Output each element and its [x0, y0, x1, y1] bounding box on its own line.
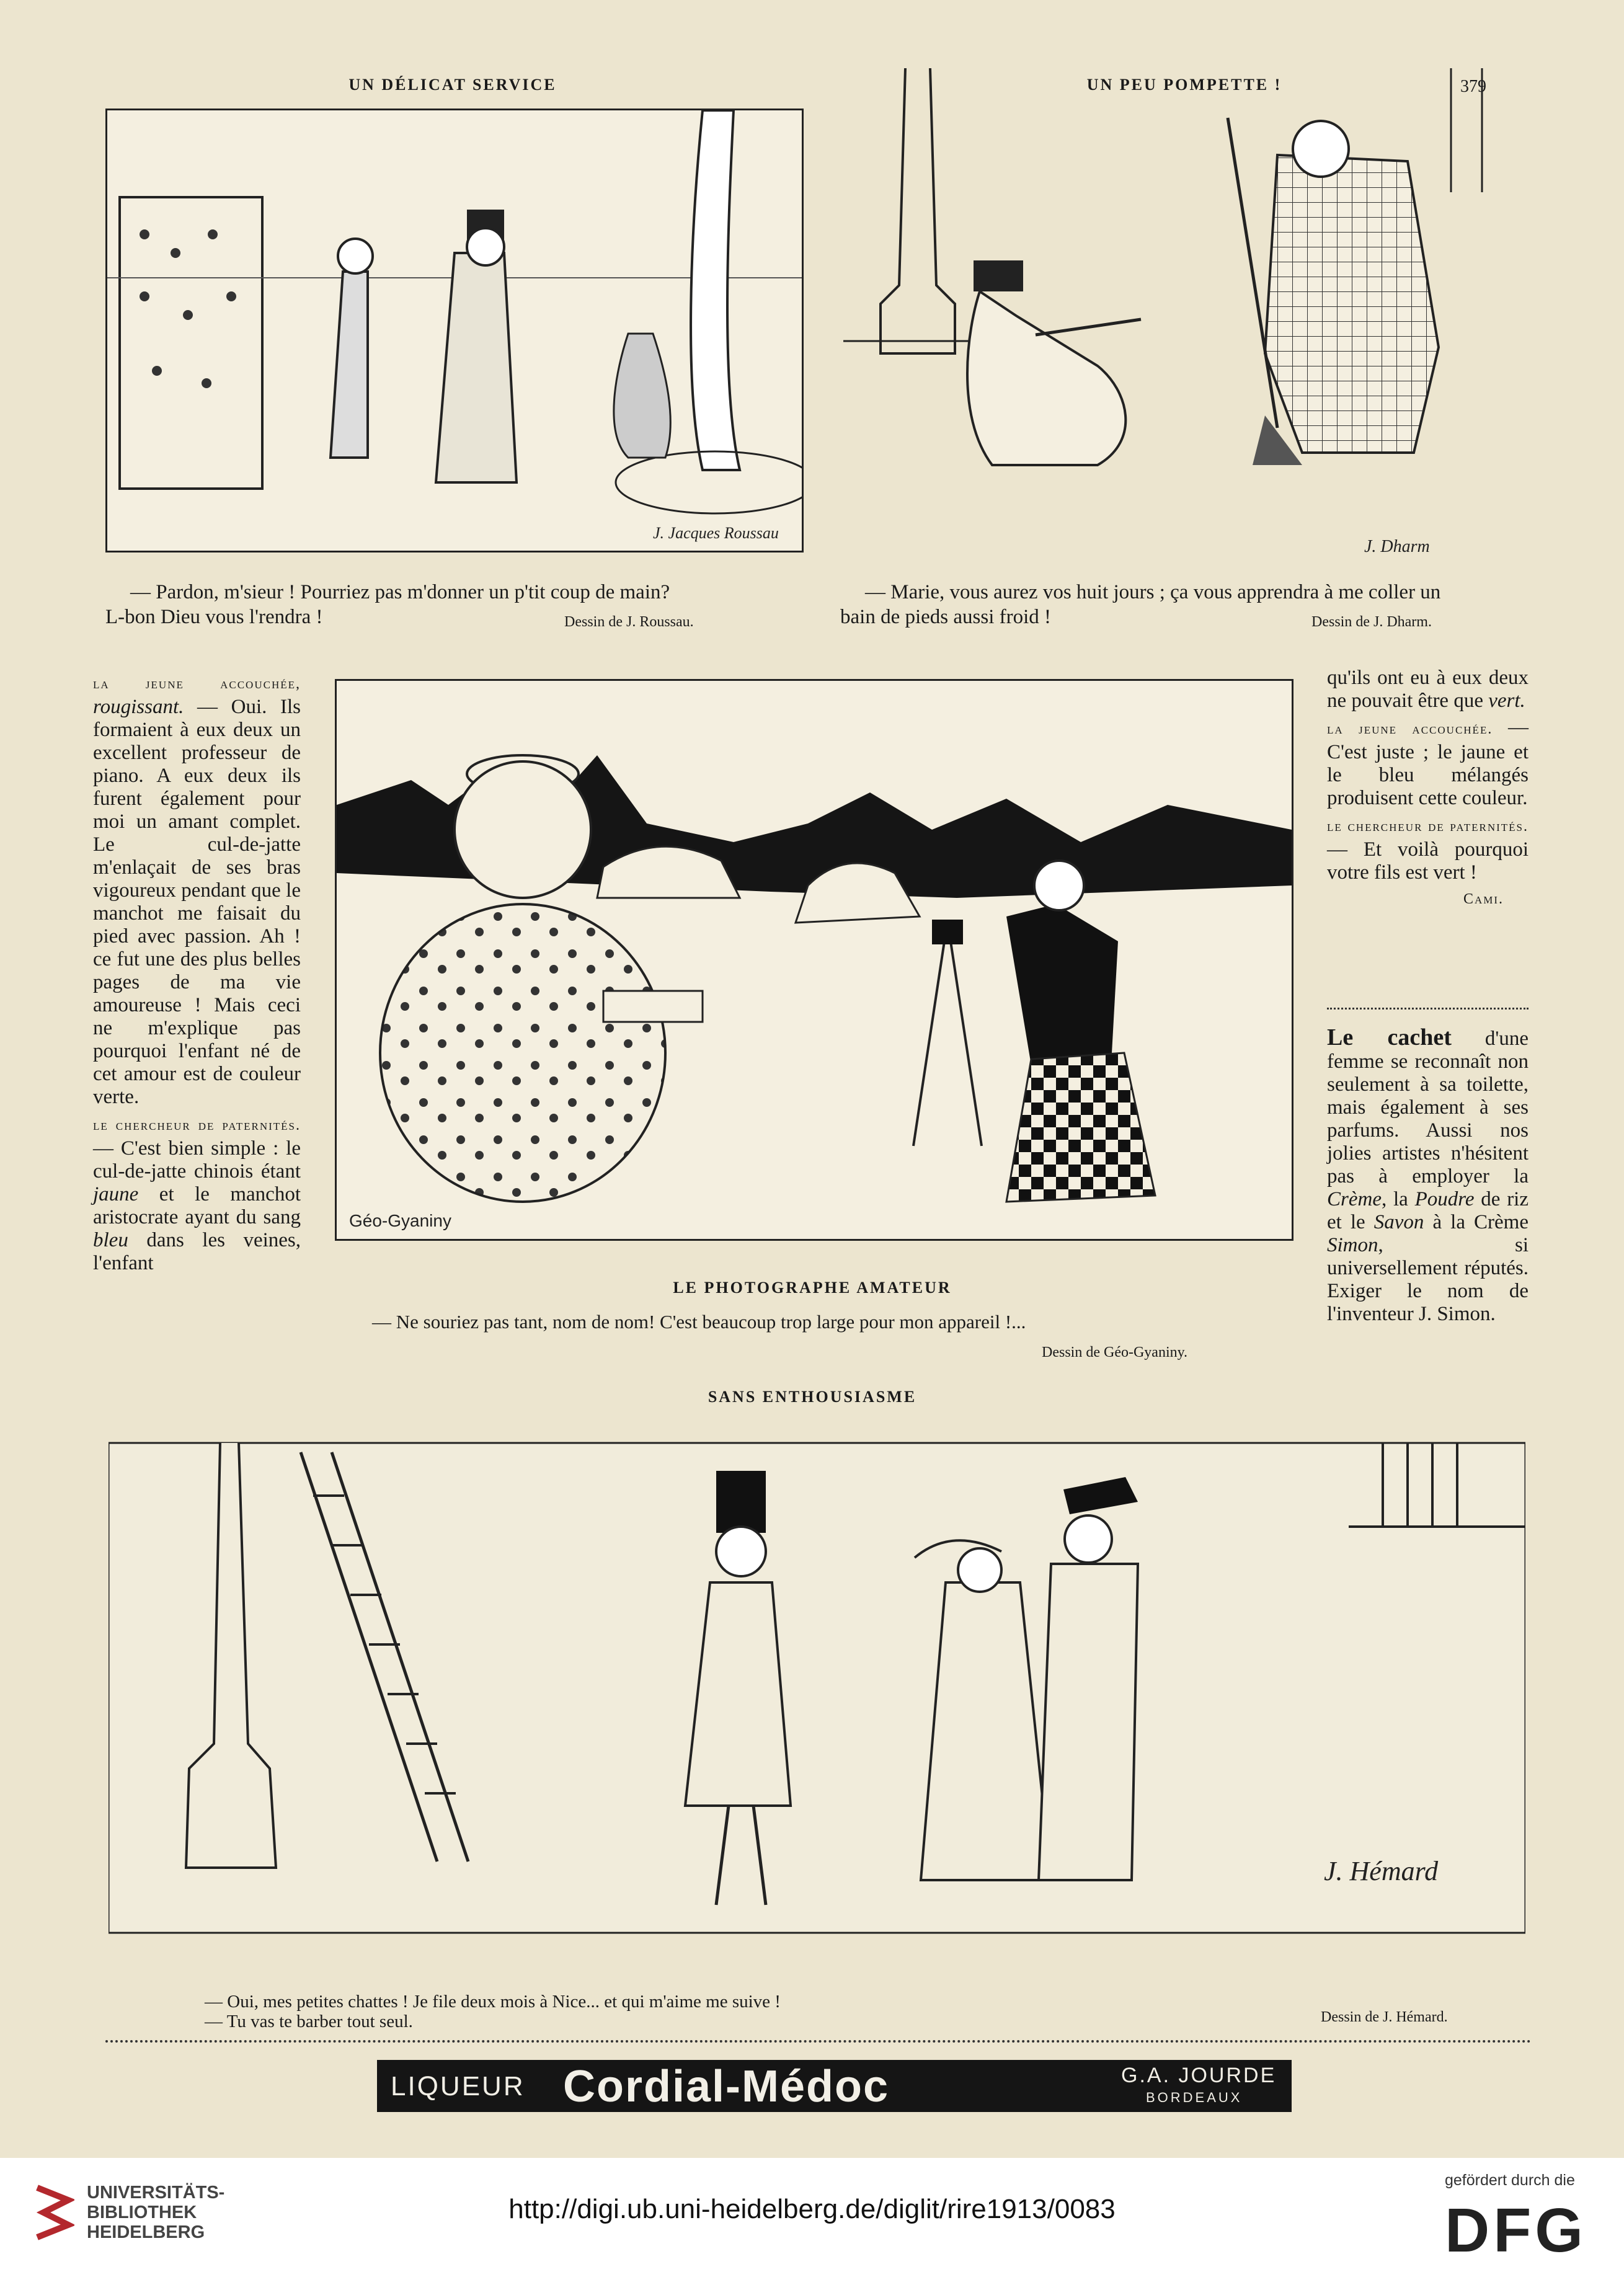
cartoon2-illustration: [831, 68, 1525, 570]
story-paragraph: — Oui. Ils formaient à eux deux un excellent professeur de piano. A eux deux ils furent également pour moi un amant complet. Le cul-de-jatte m'enlaçait de ses bras vigoureux pendant que le manchot me faisait du pied avec passion. Ah ! ce fut une des plus belles pages de ma vie amoureuse ! Mais ceci ne m'explique pas pourquoi l'enfant né de cet amour est de couleur verte.: [93, 696, 301, 1108]
permalink[interactable]: http://digi.ub.uni-heidelberg.de/diglit/rire1913/0083: [508, 2194, 1116, 2224]
cartoon2-legend-line2: bain de pieds aussi froid !: [840, 606, 1052, 628]
cartoon1-legend-line1: — Pardon, m'sieur ! Pourriez pas m'donner un p'tit coup de main?: [130, 581, 670, 603]
story-left-column: [93, 671, 301, 1279]
advert-text: d'une femme se reconnaît non seulement à sa toilette, mais également à ses parfums. Aussi nos jolies artistes n'hésitent pas à employer la: [1327, 1027, 1529, 1187]
speaker-name: le chercheur de paternités.: [1327, 819, 1529, 835]
cartoon1-signature: J. Jacques Roussau: [653, 524, 779, 542]
advert-text: de riz et le: [1327, 1188, 1529, 1233]
cartoon1-credit: Dessin de J. Roussau.: [564, 614, 694, 630]
cartoon4-credit: Dessin de J. Hémard.: [1321, 2009, 1448, 2025]
banner-maker: G.A. JOURDE: [1121, 2064, 1277, 2087]
cartoon1-legend-line2: L-bon Dieu vous l'rendra !: [105, 606, 323, 628]
cartoon3-title: LE PHOTOGRAPHE AMATEUR: [673, 1279, 952, 1297]
simon-cream-advert: [1327, 1026, 1529, 1329]
page-divider: [105, 2040, 1532, 2043]
story-italic: vert.: [1488, 690, 1525, 712]
story-paragraph: — Et voilà pourquoi votre fils est vert !: [1327, 838, 1529, 884]
story-paragraph: dans les veines, l'enfant: [93, 1229, 301, 1274]
cartoon2-legend-line1: — Marie, vous aurez vos huit jours ; ça vous apprendra à me coller un: [865, 581, 1441, 603]
cartoon3-legend: — Ne souriez pas tant, nom de nom! C'est beaucoup trop large pour mon appareil !...: [372, 1311, 1026, 1333]
cartoon3-illustration: [335, 679, 1293, 1241]
cartoon2-title: UN PEU POMPETTE !: [1086, 76, 1282, 94]
speaker-name: la jeune accouchée,: [93, 676, 301, 692]
cordial-medoc-banner: [377, 2060, 1292, 2112]
cartoon4-signature: J. Hémard: [1324, 1856, 1439, 1886]
university-line1: UNIVERSITÄTS-: [87, 2183, 225, 2203]
page-number: 379: [1460, 77, 1486, 96]
story-right-column: [1327, 667, 1529, 915]
advert-italic: Savon: [1373, 1211, 1424, 1233]
university-line2: BIBLIOTHEK: [87, 2203, 197, 2222]
library-footer: [0, 2158, 1624, 2272]
advert-text: à la Crème: [1432, 1211, 1529, 1233]
advert-italic: Simon: [1327, 1234, 1378, 1256]
stage-direction: rougissant.: [93, 696, 184, 718]
advert-text: , si universellement réputés. Exiger le nom de l'inventeur J. Simon.: [1327, 1234, 1529, 1325]
dfg-logo: DFG: [1445, 2196, 1587, 2265]
cartoon3-credit: Dessin de Géo-Gyaniny.: [1042, 1344, 1188, 1360]
advert-italic: Poudre: [1414, 1188, 1475, 1210]
cartoon2-credit: Dessin de J. Dharm.: [1311, 614, 1432, 630]
banner-liqueur: LIQUEUR: [391, 2071, 525, 2101]
advert-text: , la: [1381, 1188, 1408, 1210]
cartoon4-title: SANS ENTHOUSIASME: [708, 1388, 917, 1406]
column-divider: [1327, 1008, 1529, 1010]
cartoon2-signature: J. Dharm: [1364, 537, 1430, 556]
cartoon3-signature: Géo-Gyaniny: [349, 1211, 451, 1230]
story-paragraph: — C'est juste ; le jaune et le bleu mélangés produisent cette couleur.: [1327, 716, 1529, 809]
cartoon1-legend: [105, 580, 800, 629]
story-italic: jaune: [93, 1183, 139, 1205]
story-paragraph: qu'ils ont eu à eux deux ne pouvait être que: [1327, 667, 1529, 712]
story-italic: bleu: [93, 1229, 128, 1251]
university-line3: HEIDELBERG: [87, 2222, 205, 2242]
story-paragraph: et le manchot aristocrate ayant du sang: [93, 1183, 301, 1228]
cartoon4-legend-line2: — Tu vas te barber tout seul.: [205, 2012, 413, 2031]
cartoon1-title: UN DÉLICAT SERVICE: [348, 76, 557, 94]
story-author: Cami.: [1463, 891, 1504, 907]
advert-lead: Le cachet: [1327, 1024, 1452, 1050]
cartoon4-legend-line1: — Oui, mes petites chattes ! Je file deux mois à Nice... et qui m'aime me suive !: [205, 1992, 781, 2012]
speaker-name: la jeune accouchée.: [1327, 721, 1493, 737]
advert-italic: Crème: [1327, 1188, 1382, 1210]
speaker-name: le chercheur de paternités.: [93, 1117, 301, 1134]
banner-brand: Cordial-Médoc: [563, 2062, 890, 2111]
banner-city: BORDEAUX: [1146, 2090, 1243, 2105]
story-paragraph: — C'est bien simple : le cul-de-jatte chinois étant: [93, 1137, 301, 1183]
sponsor-label: gefördert durch die: [1445, 2172, 1575, 2189]
cartoon4-illustration: [109, 1434, 1525, 1955]
cartoon1-illustration: [105, 109, 804, 552]
cartoon2-legend: [840, 580, 1529, 629]
